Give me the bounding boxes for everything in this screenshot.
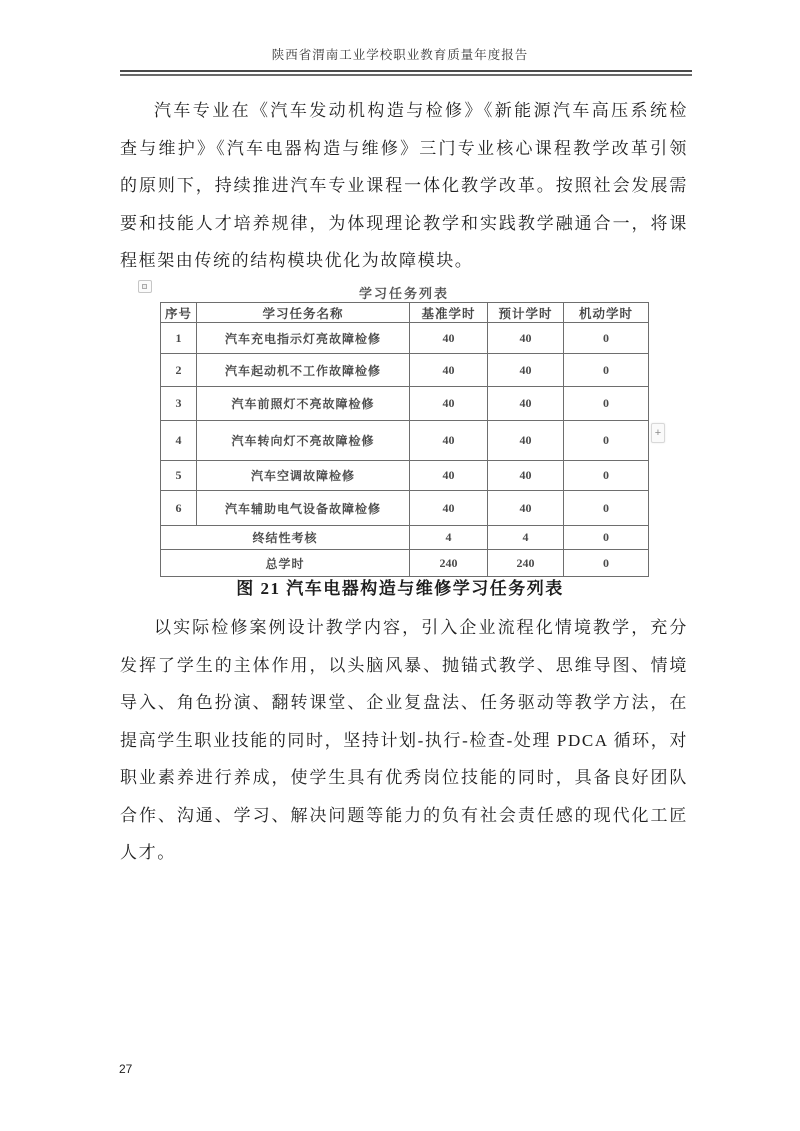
cell-flex: 0	[564, 421, 649, 461]
table-row	[161, 491, 649, 526]
cell-est: 40	[488, 461, 564, 491]
table-summary-row	[161, 550, 649, 577]
table-row	[161, 461, 649, 491]
paragraph-2	[120, 609, 688, 872]
learning-task-table	[160, 302, 649, 577]
cell-no: 6	[161, 491, 197, 526]
cell-est: 40	[488, 323, 564, 354]
cell-no: 3	[161, 387, 197, 421]
cell-task: 汽车转向灯不亮故障检修	[197, 421, 410, 461]
cell-base: 4	[410, 526, 488, 550]
paragraph-line: 查与维护》《汽车电器构造与维修》三门专业核心课程教学改革引领	[120, 138, 688, 158]
cell-flex: 0	[564, 526, 649, 550]
table-row	[161, 387, 649, 421]
col-header-base-hours: 基准学时	[410, 303, 488, 323]
cell-task: 汽车充电指示灯亮故障检修	[197, 323, 410, 354]
cell-est: 40	[488, 354, 564, 387]
paragraph-line: 要和技能人才培养规律，为体现理论教学和实践教学融通合一，将课	[120, 213, 688, 233]
figure-caption: 图 21 汽车电器构造与维修学习任务列表	[236, 579, 564, 598]
col-header-flex-hours: 机动学时	[564, 303, 649, 323]
header-divider	[120, 70, 692, 76]
cell-summary-label: 终结性考核	[161, 526, 410, 550]
cell-no: 5	[161, 461, 197, 491]
cell-task: 汽车辅助电气设备故障检修	[197, 491, 410, 526]
cell-base: 40	[410, 387, 488, 421]
table-row	[161, 323, 649, 354]
paragraph-1	[120, 92, 688, 280]
paragraph-line: 合作、沟通、学习、解决问题等能力的负有社会责任感的现代化工匠	[120, 805, 688, 825]
paragraph-line: 的原则下，持续推进汽车专业课程一体化教学改革。按照社会发展需	[120, 176, 688, 195]
cell-flex: 0	[564, 387, 649, 421]
page-header-title: 陕西省渭南工业学校职业教育质量年度报告	[271, 48, 529, 62]
cell-task: 汽车前照灯不亮故障检修	[197, 387, 410, 421]
paragraph-line: 以实际检修案例设计教学内容，引入企业流程化情境教学，充分	[154, 618, 688, 637]
cell-base: 40	[410, 491, 488, 526]
cell-est: 40	[488, 387, 564, 421]
cell-base: 40	[410, 354, 488, 387]
cell-no: 1	[161, 323, 197, 354]
col-header-no: 序号	[161, 303, 197, 323]
paragraph-line: 提高学生职业技能的同时，坚持计划-执行-检查-处理 PDCA 循环，对	[120, 730, 688, 750]
paragraph-line: 发挥了学生的主体作用，以头脑风暴、抛锚式教学、思维导图、情境	[120, 655, 688, 675]
paragraph-line: 汽车专业在《汽车发动机构造与检修》《新能源汽车高压系统检	[154, 101, 688, 120]
table-title: 学习任务列表	[358, 286, 449, 301]
paragraph-line: 程框架由传统的结构模块优化为故障模块。	[120, 251, 474, 270]
header-divider-bottom-line	[120, 74, 692, 76]
cell-summary-label: 总学时	[161, 550, 410, 577]
paragraph-line: 职业素养进行养成，使学生具有优秀岗位技能的同时，具备良好团队	[120, 768, 688, 787]
cell-flex: 0	[564, 323, 649, 354]
cell-base: 240	[410, 550, 488, 577]
cell-task: 汽车起动机不工作故障检修	[197, 354, 410, 387]
cell-base: 40	[410, 421, 488, 461]
cell-flex: 0	[564, 550, 649, 577]
cell-base: 40	[410, 323, 488, 354]
col-header-task: 学习任务名称	[197, 303, 410, 323]
cell-task: 汽车空调故障检修	[197, 461, 410, 491]
cell-no: 4	[161, 421, 197, 461]
table-move-handle-icon[interactable]	[138, 280, 152, 293]
col-header-est-hours: 预计学时	[488, 303, 564, 323]
cell-est: 4	[488, 526, 564, 550]
cell-est: 40	[488, 491, 564, 526]
insert-plus-icon[interactable]: +	[651, 423, 665, 443]
learning-task-table-image	[134, 277, 682, 579]
cell-flex: 0	[564, 354, 649, 387]
page-number: 27	[119, 1062, 133, 1076]
paragraph-line: 人才。	[120, 843, 176, 862]
cell-no: 2	[161, 354, 197, 387]
table-summary-row	[161, 526, 649, 550]
table-header-row	[161, 303, 649, 323]
cell-base: 40	[410, 461, 488, 491]
table-row	[161, 421, 649, 461]
cell-est: 240	[488, 550, 564, 577]
cell-flex: 0	[564, 461, 649, 491]
cell-est: 40	[488, 421, 564, 461]
table-row	[161, 354, 649, 387]
cell-flex: 0	[564, 491, 649, 526]
paragraph-line: 导入、角色扮演、翻转课堂、企业复盘法、任务驱动等教学方法，在	[120, 693, 688, 712]
